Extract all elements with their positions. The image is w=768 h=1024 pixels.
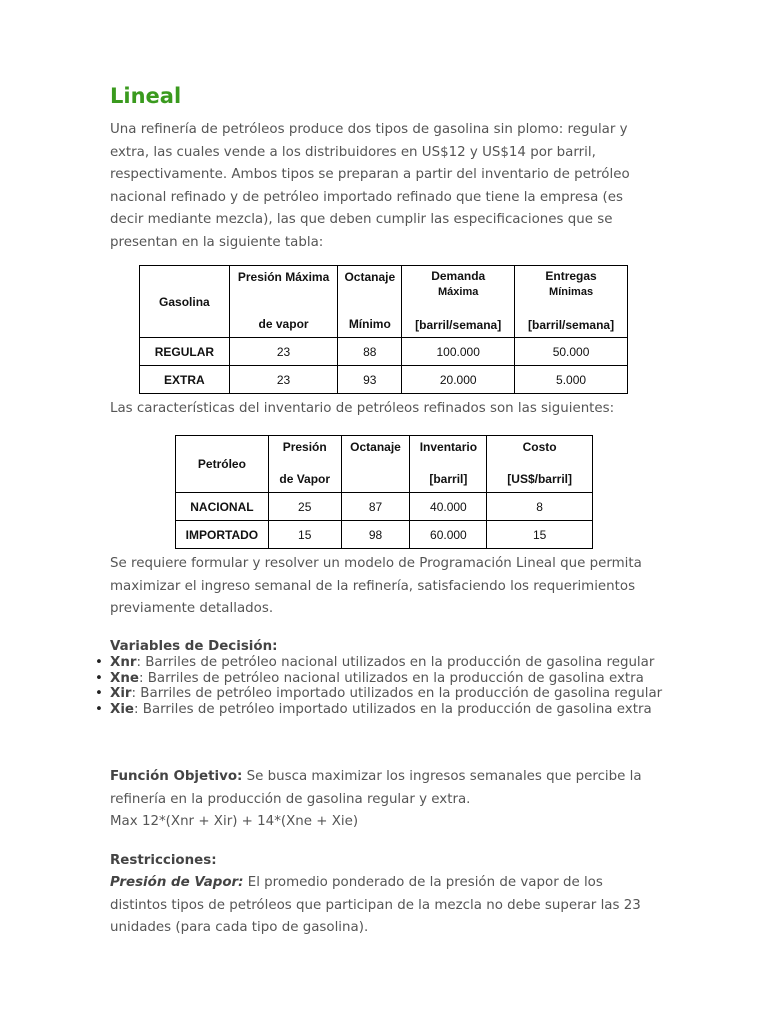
cell-demanda: 100.000 [402, 338, 515, 366]
cell-presion: 25 [268, 493, 341, 521]
list-item [95, 670, 670, 687]
objective-text: Se busca maximizar los ingresos semanales que percibe la refinería en la producción de gasolina regular y extra. [110, 769, 642, 807]
variable-name: Xie [110, 701, 134, 717]
cell-octanaje: 93 [338, 366, 402, 394]
header-octanaje-l1: Octanaje [344, 270, 396, 284]
cell-presion: 23 [229, 338, 338, 366]
variable-description: : Barriles de petróleo importado utilizados en la producción de gasolina extra [134, 701, 652, 717]
header-gasolina: Gasolina [140, 266, 230, 338]
variable-name: Xne [110, 670, 139, 686]
vapor-pressure-label: Presión de Vapor: [110, 875, 244, 890]
table-row [176, 493, 593, 521]
table-row [140, 366, 628, 394]
header-entregas-l2: Mínimas [549, 286, 594, 298]
table-row [140, 338, 628, 366]
intro-paragraph: Una refinería de petróleos produce dos tipos de gasolina sin plomo: regular y extra, las cuales vende a los distribuidores en US$12 y US$14 por barril, respectivamente. Ambos tipos se preparan a partir del inventario de petróleo nacional refinado y de petróleo importado refinado que tiene la empresa (es decir mediante mezcla), las que deben cumplir las especificaciones que se presentan en la siguiente tabla: [110, 122, 630, 250]
petroleum-inventory-table [175, 435, 593, 549]
header-costo-l2: [US$/barril] [507, 472, 572, 486]
vapor-pressure-text: El promedio ponderado de la presión de vapor de los distintos tipos de petróleos que participan de la mezcla no debe superar las 23 unidades (para cada tipo de gasolina). [110, 875, 641, 936]
cell-octanaje: 98 [341, 521, 410, 549]
cell-entregas: 5.000 [515, 366, 628, 394]
cell-octanaje: 88 [338, 338, 402, 366]
cell-petroleo: NACIONAL [176, 493, 269, 521]
header-demanda-l2: Máxima [438, 286, 479, 298]
header-costo [487, 436, 593, 493]
header-costo-l1: Costo [522, 440, 557, 454]
variable-description: : Barriles de petróleo nacional utilizados en la producción de gasolina extra [138, 670, 644, 686]
objective-formula: Max 12*(Xnr + Xir) + 14*(Xne + Xie) [110, 814, 359, 829]
vapor-pressure-paragraph [110, 872, 658, 940]
header-presion-l1: Presión [282, 440, 327, 454]
cell-inventario: 40.000 [410, 493, 487, 521]
variable-description: : Barriles de petróleo importado utilizados en la producción de gasolina regular [131, 686, 663, 701]
header-presion-maxima [229, 266, 338, 338]
header-demanda-maxima [402, 266, 515, 338]
header-presion-vapor [268, 436, 341, 493]
gasoline-specs-table [139, 265, 628, 394]
header-petroleo: Petróleo [176, 436, 269, 493]
variable-name: Xir [110, 686, 132, 701]
cell-gasolina: EXTRA [140, 366, 230, 394]
inventory-intro-paragraph: Las características del inventario de petróleos refinados son las siguientes: [110, 401, 615, 416]
header-entregas-l3: [barril/semana] [528, 318, 615, 332]
cell-petroleo: IMPORTADO [176, 521, 269, 549]
cell-costo: 8 [487, 493, 593, 521]
header-presion-l2: de Vapor [279, 472, 331, 486]
cell-gasolina: REGULAR [140, 338, 230, 366]
bullet-icon: • [95, 686, 103, 701]
header-presion-l1: Presión Máxima [237, 270, 330, 284]
header-inventario-l2: [barril] [429, 472, 468, 486]
variables-heading: Variables de Decisión: [110, 639, 278, 654]
bullet-icon: • [95, 701, 103, 717]
header-entregas-l1: Entregas [545, 269, 597, 283]
header-octanaje-minimo [338, 266, 402, 338]
bullet-icon: • [95, 655, 103, 670]
header-demanda-l3: [barril/semana] [415, 318, 502, 332]
header-entregas-minimas [515, 266, 628, 338]
objective-label: Función Objetivo: [110, 769, 243, 784]
cell-entregas: 50.000 [515, 338, 628, 366]
cell-presion: 23 [229, 366, 338, 394]
variables-list [96, 655, 670, 717]
header-inventario [410, 436, 487, 493]
cell-demanda: 20.000 [402, 366, 515, 394]
cell-octanaje: 87 [341, 493, 410, 521]
cell-inventario: 60.000 [410, 521, 487, 549]
header-demanda-l1: Demanda [431, 269, 486, 283]
list-item [95, 655, 670, 671]
list-item [95, 686, 670, 702]
header-presion-l2: de vapor [258, 317, 309, 331]
header-octanaje-l2: Mínimo [348, 317, 391, 331]
variable-description: : Barriles de petróleo nacional utilizados en la producción de gasolina regular [136, 655, 655, 670]
page-title: Lineal [110, 84, 182, 108]
objective-paragraph [110, 766, 658, 811]
restrictions-heading: Restricciones: [110, 853, 217, 868]
cell-costo: 15 [487, 521, 593, 549]
variable-name: Xnr [110, 655, 137, 670]
bullet-icon: • [95, 670, 103, 686]
table-row [176, 521, 593, 549]
list-item [95, 701, 670, 718]
cell-presion: 15 [268, 521, 341, 549]
requirement-paragraph: Se requiere formular y resolver un modelo de Programación Lineal que permita maximizar el ingreso semanal de la refinería, satisfaciendo los requerimientos previamente detallados. [110, 556, 642, 617]
header-inventario-l1: Inventario [419, 440, 478, 454]
header-octanaje: Octanaje [341, 436, 410, 493]
